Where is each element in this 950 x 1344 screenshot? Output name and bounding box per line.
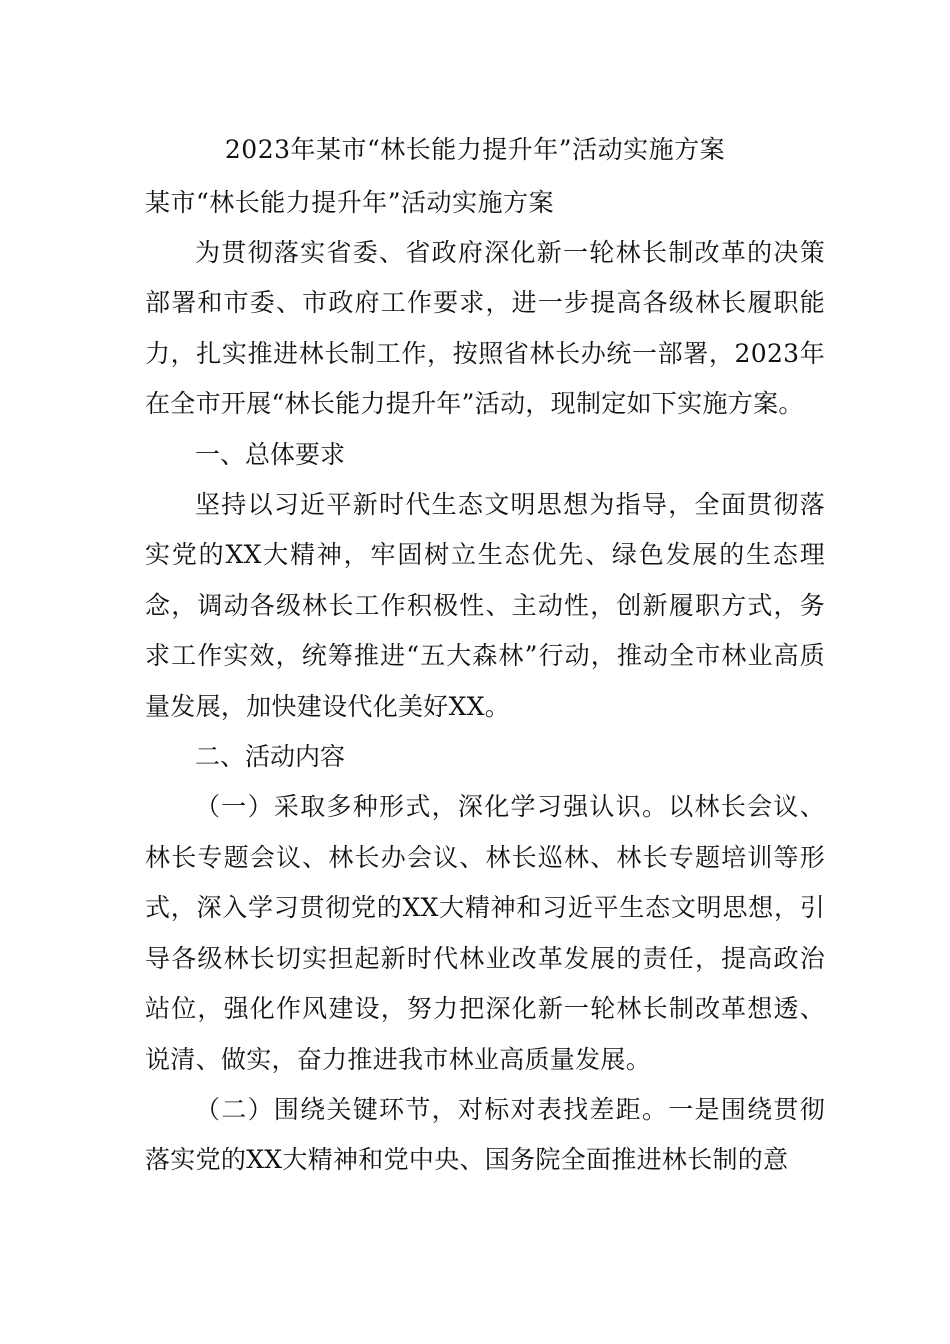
document-title: 2023年某市“林长能力提升年”活动实施方案	[224, 135, 726, 164]
section-heading-activity-content: 二、活动内容	[195, 742, 346, 772]
intro-paragraph: 为贯彻落实省委、省政府深化新一轮林长制改革的决策部署和市委、市政府工作要求，进一步提高各级林长履职能力，扎实推进林长制工作，按照省林长办统一部署，2023年在全市开展“林长能力提升年”活动，现制定如下实施方案。	[145, 238, 825, 419]
document-subtitle: 某市“林长能力提升年”活动实施方案	[145, 188, 555, 217]
section-heading-general-requirements: 一、总体要求	[195, 439, 346, 469]
activity-item-2-paragraph: （二）围绕关键环节，对标对表找差距。一是围绕贯彻落实党的XX大精神和党中央、国务院全面推进林长制的意	[145, 1094, 825, 1175]
activity-item-1-paragraph: （一）采取多种形式，深化学习强认识。以林长会议、林长专题会议、林长办会议、林长巡林、林长专题培训等形式，深入学习贯彻党的XX大精神和习近平生态文明思想，引导各级林长切实担起新时代林业改革发展的责任，提高政治站位，强化作风建设，努力把深化新一轮林长制改革想透、说清、做实，奋力推进我市林业高质量发展。	[145, 792, 825, 1074]
general-requirements-paragraph: 坚持以习近平新时代生态文明思想为指导，全面贯彻落实党的XX大精神，牢固树立生态优先、绿色发展的生态理念，调动各级林长工作积极性、主动性，创新履职方式，务求工作实效，统筹推进“五大森林”行动，推动全市林业高质量发展，加快建设代化美好XX。	[145, 490, 825, 721]
document-body	[145, 228, 825, 1186]
